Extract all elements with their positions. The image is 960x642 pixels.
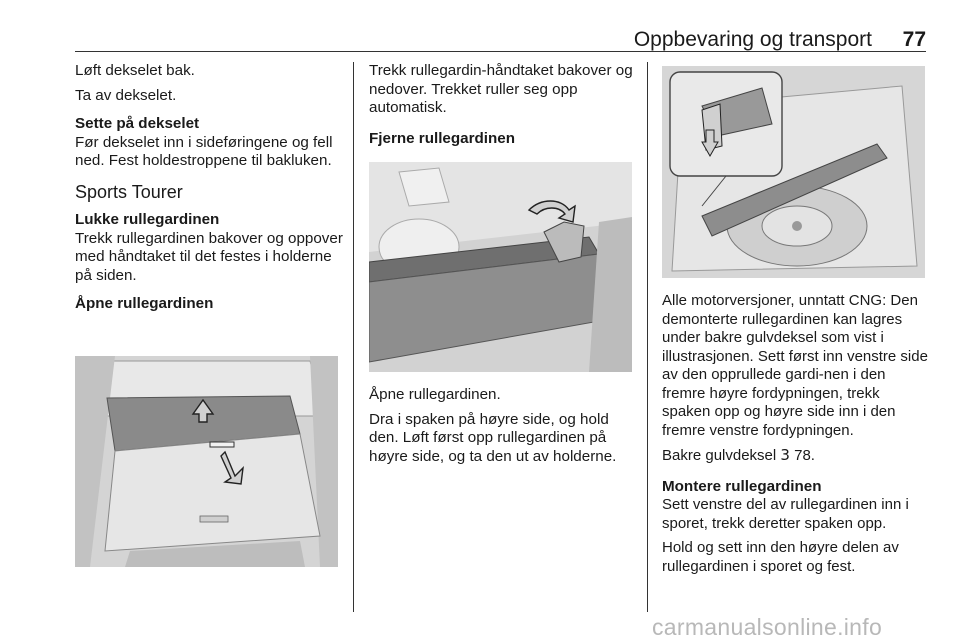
subheading-close-blind: Lukke rullegardinen: [75, 211, 220, 228]
column-2: [369, 62, 637, 148]
column-1: [75, 62, 343, 314]
paragraph: Hold og sett inn den høyre delen av rullegardinen i sporet og fest.: [662, 539, 899, 575]
subheading-remove-blind: Fjerne rullegardinen: [369, 129, 516, 147]
paragraph: Alle motorversjoner, unntatt CNG: Den demonterte rullegardinen kan lagres under bakre gulvdeksel som vist i illustrasjonen. Sett først inn venstre side av den opprullede gardi-nen i den fremre høyre fordypningen, trekk spaken opp og høyre side inn i den fremre venstre fordypningen.: [662, 292, 928, 439]
paragraph: Før dekselet inn i sideføringene og fell ned. Fest holdestroppene til bakluken.: [75, 133, 333, 169]
column-3: [662, 292, 930, 582]
column-divider-2: [647, 62, 648, 612]
section-heading: Sports Tourer: [75, 181, 183, 202]
paragraph: Trekk rullegardinen bakover og oppover med håndtaket til det festes i holderne på siden.: [75, 229, 343, 284]
subheading-fit-cover: Sette på dekselet: [75, 115, 200, 132]
figure-remove-blind: [369, 162, 632, 372]
paragraph: Løft dekselet bak.: [75, 62, 195, 79]
paragraph-reference: [662, 446, 930, 466]
reference-page-link[interactable]: 78.: [794, 447, 815, 464]
paragraph: Dra i spaken på høyre side, og hold den. Løft først opp rullegardinen på høyre side, og ta den ut av holderne.: [369, 410, 617, 465]
page-title: Oppbevaring og transport: [633, 28, 872, 51]
subheading-mount-blind: Montere rullegardinen: [662, 477, 822, 495]
reference-text: Bakre gulvdeksel: [662, 447, 777, 464]
page-number: 77: [902, 28, 926, 51]
figure-open-blind: [75, 356, 338, 567]
figure-stored-blind: [662, 66, 925, 278]
watermark: carmanualsonline.info: [652, 614, 883, 640]
paragraph: Sett venstre del av rullegardinen inn i sporet, trekk deretter spaken opp.: [662, 496, 909, 532]
column-divider-1: [353, 62, 354, 612]
column-2-lower: [369, 386, 637, 472]
paragraph: Trekk rullegardin-håndtaket bakover og nedover. Trekket ruller seg opp automatisk.: [369, 62, 633, 116]
reference-arrow-icon: 3: [780, 446, 790, 464]
subheading-open-blind: Åpne rullegardinen: [75, 295, 214, 312]
paragraph: Åpne rullegardinen.: [369, 386, 501, 403]
paragraph: Ta av dekselet.: [75, 86, 177, 104]
header-rule: [75, 51, 926, 52]
